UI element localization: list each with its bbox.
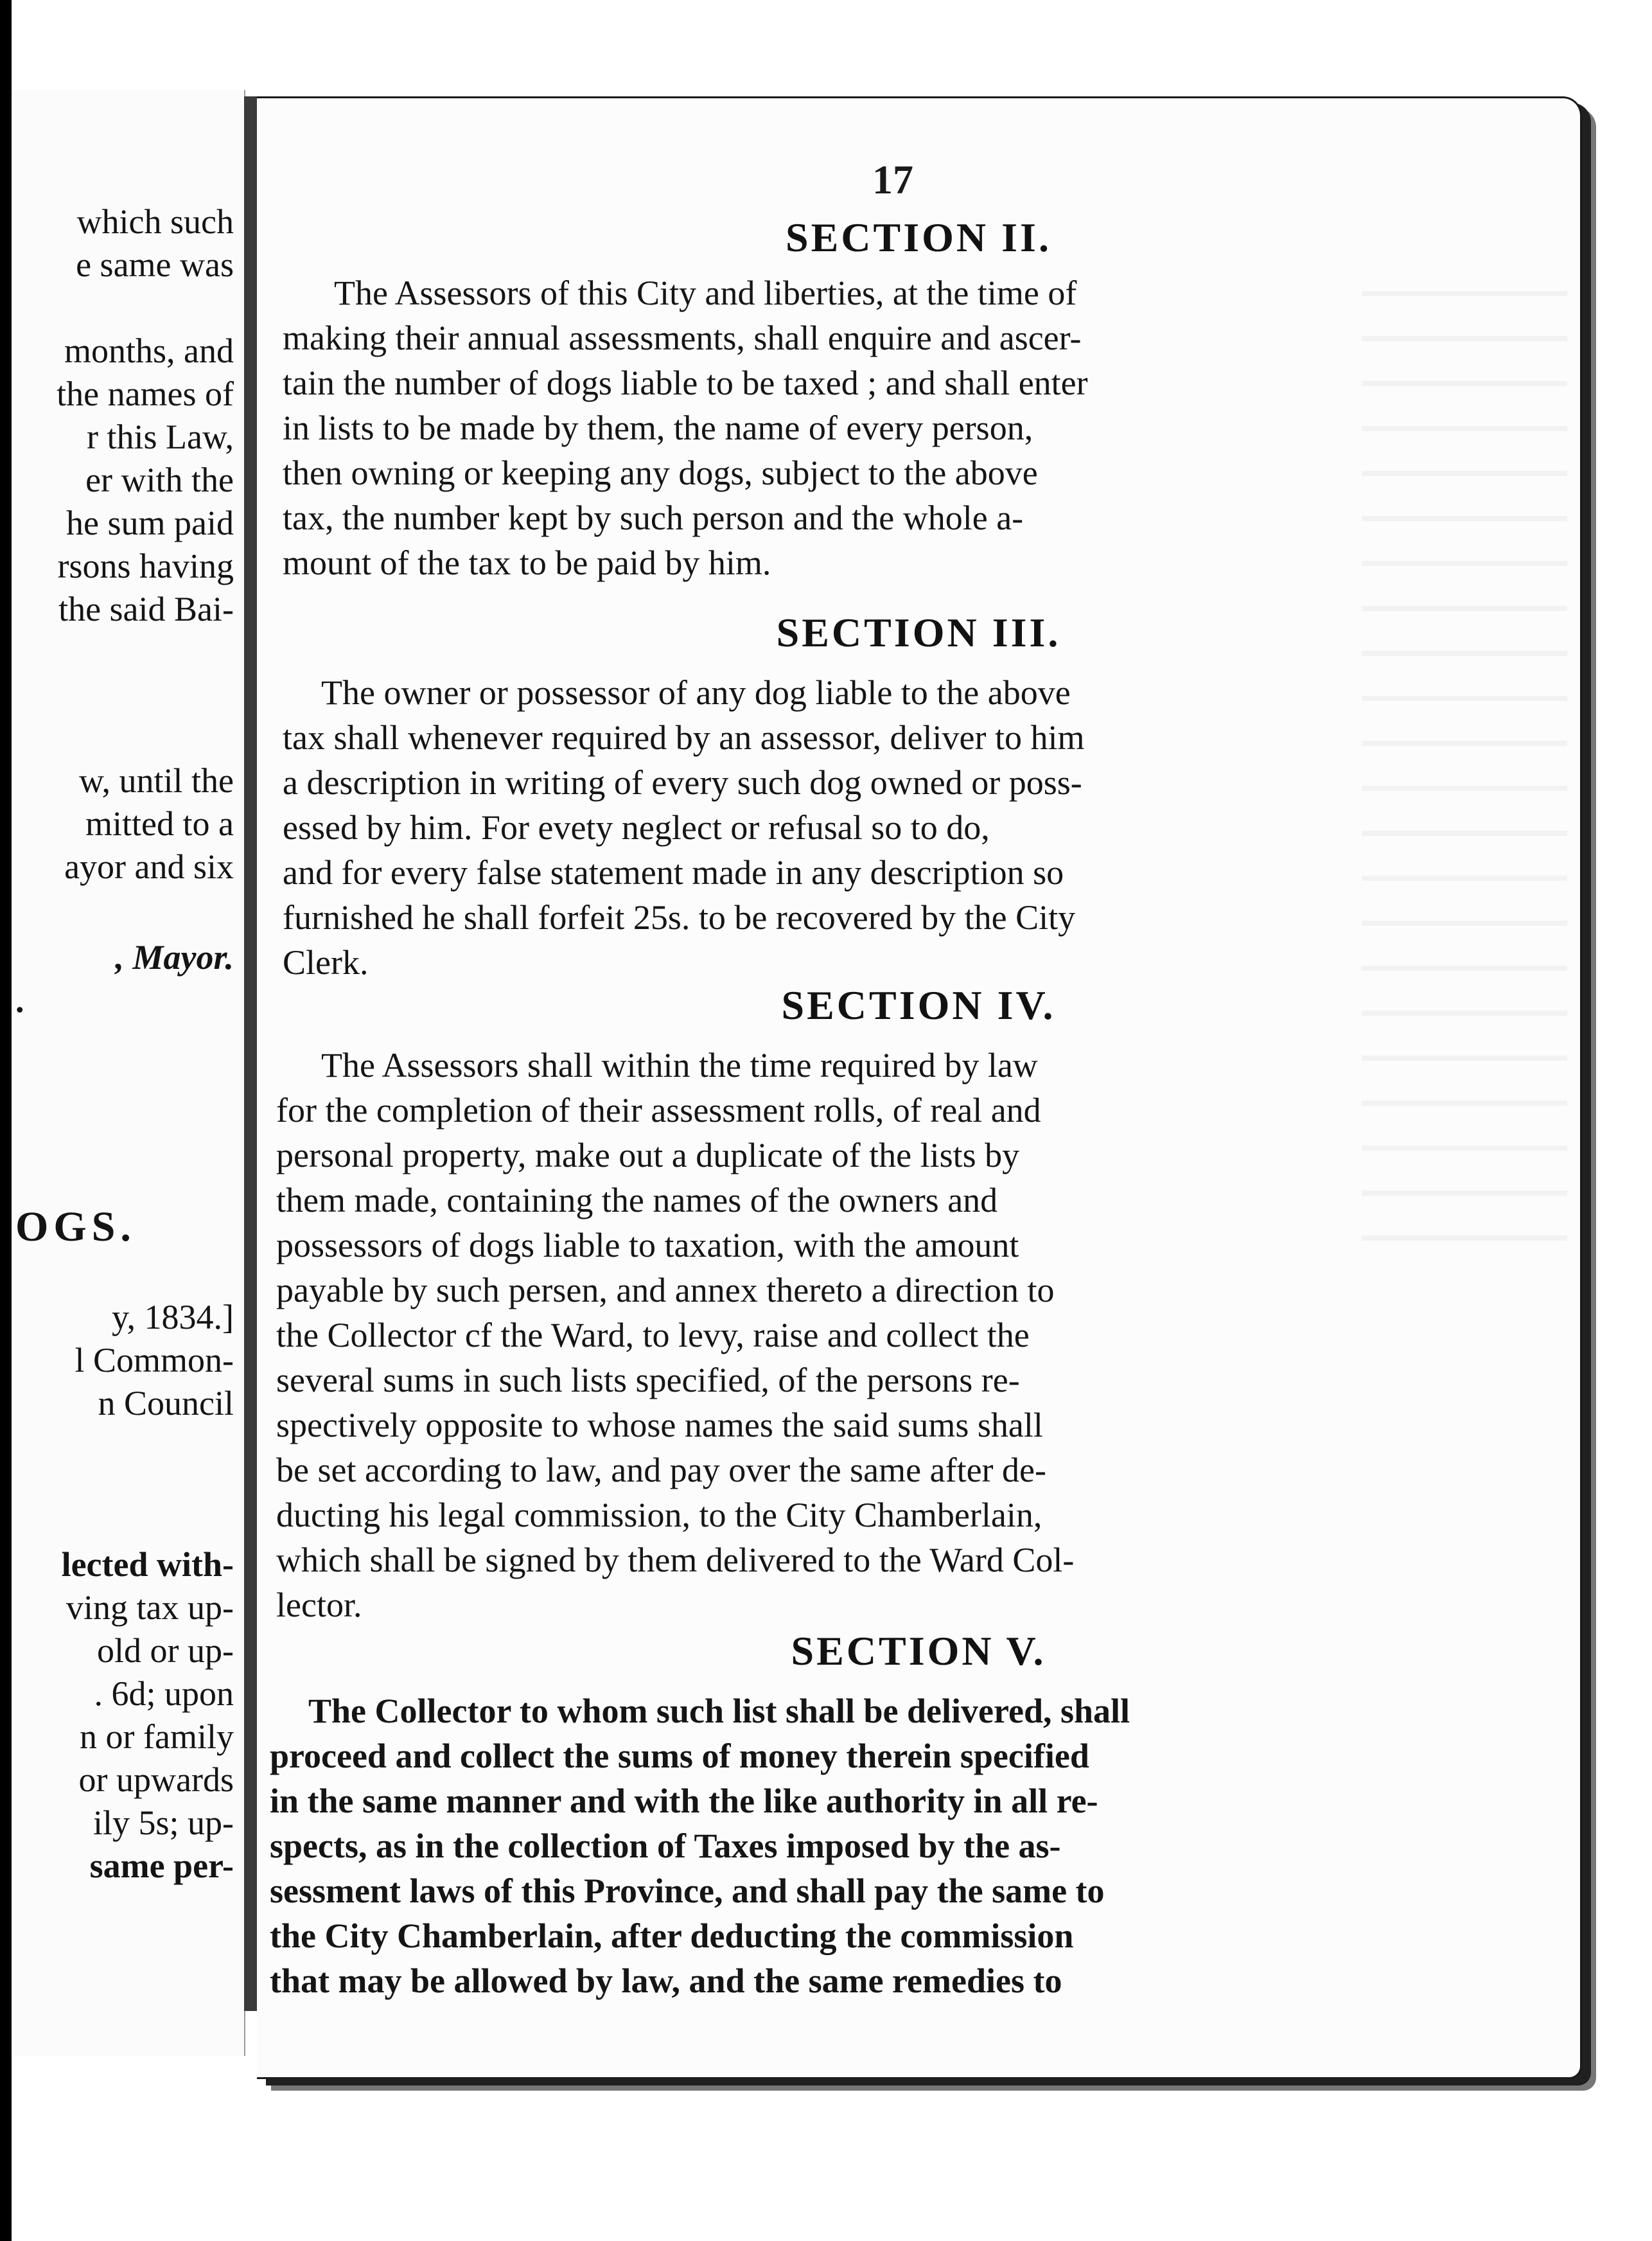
scan-edge bbox=[0, 0, 12, 2241]
left-line: rsons having bbox=[57, 547, 234, 585]
text-line: mount of the tax to be paid by him. bbox=[283, 544, 771, 582]
text-line: which shall be signed by them delivered to the Ward Col- bbox=[276, 1541, 1075, 1579]
text-line: the City Chamberlain, after deducting the commission bbox=[270, 1917, 1074, 1955]
left-line: which such bbox=[76, 202, 234, 241]
left-line: er with the bbox=[85, 461, 234, 499]
left-line: n Council bbox=[98, 1384, 234, 1422]
left-line: the names of bbox=[57, 375, 234, 413]
dogs-heading: OGS. bbox=[15, 1203, 136, 1250]
binding-gutter bbox=[244, 96, 257, 2011]
text-line: in lists to be made by them, the name of every person, bbox=[283, 409, 1033, 447]
left-line: or upwards bbox=[78, 1760, 234, 1799]
page-number: 17 bbox=[872, 157, 913, 202]
date-line: y, 1834.] bbox=[112, 1298, 234, 1336]
mayor-signature: , Mayor. bbox=[115, 938, 234, 977]
section-heading: SECTION IV. bbox=[781, 982, 1056, 1028]
bleed-through-texture bbox=[1362, 291, 1567, 1255]
text-line: that may be allowed by law, and the same remedies to bbox=[270, 1962, 1062, 2000]
text-line: The owner or possessor of any dog liable to the above bbox=[321, 673, 1071, 712]
text-line: tain the number of dogs liable to be taxed ; and shall enter bbox=[283, 364, 1088, 402]
text-line: personal property, make out a duplicate of the lists by bbox=[276, 1136, 1020, 1174]
text-line: Clerk. bbox=[283, 943, 369, 982]
left-line: n or family bbox=[80, 1717, 234, 1756]
text-line: payable by such persen, and annex thereto a direction to bbox=[276, 1271, 1055, 1309]
section-heading: SECTION V. bbox=[791, 1628, 1046, 1674]
left-line: . 6d; upon bbox=[94, 1674, 234, 1713]
right-page bbox=[257, 96, 1582, 2079]
text-line: possessors of dogs liable to taxation, with the amount bbox=[276, 1226, 1019, 1264]
section-heading: SECTION II. bbox=[786, 215, 1051, 260]
text-line: proceed and collect the sums of money therein specified bbox=[270, 1737, 1089, 1775]
text-line: spectively opposite to whose names the said sums shall bbox=[276, 1406, 1043, 1444]
left-line: r this Law, bbox=[87, 418, 234, 456]
text-line: them made, containing the names of the owners and bbox=[276, 1181, 998, 1219]
text-line: a description in writing of every such dog owned or poss- bbox=[283, 763, 1082, 802]
text-line: spects, as in the collection of Taxes imposed by the as- bbox=[270, 1827, 1061, 1865]
text-line: The Assessors shall within the time required by law bbox=[321, 1046, 1038, 1085]
left-line: e same was bbox=[76, 245, 234, 284]
text-line: and for every false statement made in any description so bbox=[283, 853, 1064, 892]
left-line: months, and bbox=[64, 332, 234, 370]
left-line: mitted to a bbox=[85, 804, 234, 843]
text-line: furnished he shall forfeit 25s. to be recovered by the City bbox=[283, 898, 1076, 937]
text-line: tax shall whenever required by an assessor, deliver to him bbox=[283, 718, 1085, 757]
text-line: be set according to law, and pay over the same after de- bbox=[276, 1451, 1046, 1489]
text-line: for the completion of their assessment rolls, of real and bbox=[276, 1091, 1041, 1129]
left-line: ayor and six bbox=[64, 847, 234, 886]
section-heading: SECTION III. bbox=[776, 610, 1061, 655]
text-line: sessment laws of this Province, and shall pay the same to bbox=[270, 1872, 1105, 1910]
text-line: the Collector cf the Ward, to levy, raise and collect the bbox=[276, 1316, 1030, 1354]
text-line: making their annual assessments, shall enquire and ascer- bbox=[283, 319, 1082, 357]
left-line: ily 5s; up- bbox=[92, 1803, 234, 1842]
text-line: lector. bbox=[276, 1586, 362, 1624]
left-line: lected with- bbox=[61, 1545, 234, 1584]
left-line: . bbox=[15, 981, 24, 1020]
left-line: the said Bai- bbox=[58, 590, 234, 628]
text-line: ducting his legal commission, to the City Chamberlain, bbox=[276, 1496, 1042, 1534]
text-line: The Assessors of this City and liberties, at the time of bbox=[334, 274, 1077, 312]
text-line: then owning or keeping any dogs, subject to the above bbox=[283, 454, 1038, 492]
text-line: essed by him. For evety neglect or refusal so to do, bbox=[283, 808, 990, 847]
left-line: ving tax up- bbox=[66, 1588, 234, 1627]
left-line: he sum paid bbox=[66, 504, 234, 542]
text-line: in the same manner and with the like authority in all re- bbox=[270, 1782, 1098, 1820]
left-line: old or up- bbox=[97, 1631, 234, 1670]
left-line: l Common- bbox=[75, 1341, 234, 1379]
text-line: The Collector to whom such list shall be delivered, shall bbox=[308, 1692, 1130, 1730]
left-line: same per- bbox=[89, 1847, 234, 1885]
text-line: tax, the number kept by such person and the whole a- bbox=[283, 499, 1024, 537]
left-page-fragment bbox=[12, 90, 245, 2056]
left-line: w, until the bbox=[79, 761, 234, 800]
text-line: several sums in such lists specified, of the persons re- bbox=[276, 1361, 1020, 1399]
